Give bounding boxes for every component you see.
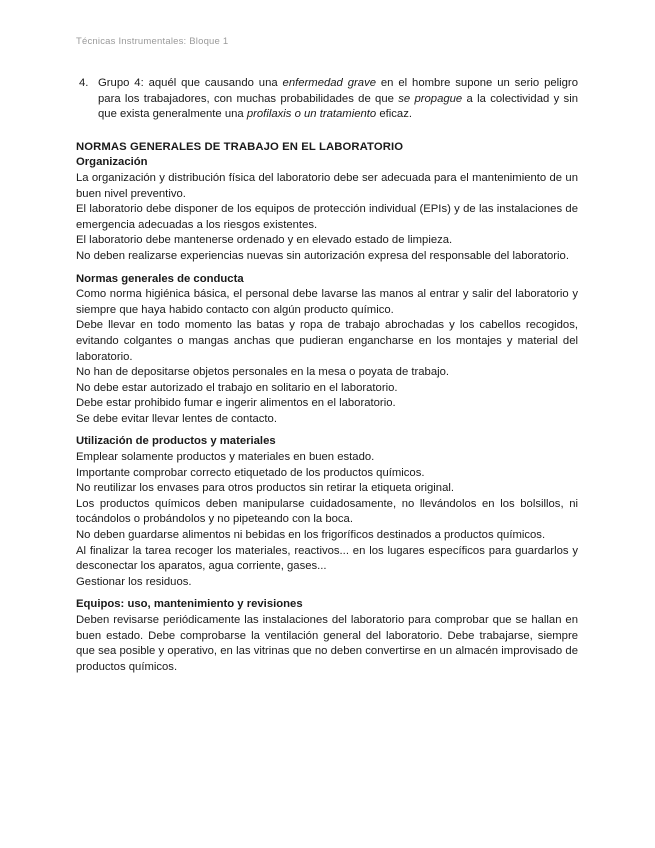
italic-term: se propague [398, 92, 463, 105]
paragraph: El laboratorio debe disponer de los equipos de protección individual (EPIs) y de las instalaciones de emergencia adecuadas a los riesgos existentes. [76, 203, 578, 231]
paragraph: No han de depositarse objetos personales en la mesa o poyata de trabajo. [76, 366, 450, 379]
text-run: Grupo 4: aquél que causando una [98, 77, 283, 89]
italic-term: profilaxis o un tratamiento [246, 108, 377, 121]
section-productos-materiales [76, 434, 578, 590]
section-equipos [76, 597, 578, 675]
section-title: Utilización de productos y materiales [76, 435, 276, 448]
paragraph: Debe estar prohibido fumar e ingerir alimentos en el laboratorio. [76, 397, 396, 410]
document-body [76, 76, 578, 675]
running-header: Técnicas Instrumentales: Bloque 1 [76, 36, 229, 47]
paragraph: Importante comprobar correcto etiquetado de los productos químicos. [76, 466, 425, 479]
paragraph: Los productos químicos deben manipularse cuidadosamente, no llevándolos en los bolsillos, ni tocándolos o probándolos y no pipeteando con la boca. [76, 497, 578, 526]
text-run: a la colectividad y sin que exista generalmente una [98, 92, 579, 121]
section-title: Equipos: uso, mantenimiento y revisiones [76, 598, 303, 611]
paragraph: La organización y distribución física del laboratorio debe ser adecuada para el mantenimiento de un buen nivel preventivo. [76, 171, 578, 200]
main-heading: NORMAS GENERALES DE TRABAJO EN EL LABORATORIO [76, 140, 404, 153]
section-title: Organización [76, 156, 148, 169]
paragraph: Como norma higiénica básica, el personal debe lavarse las manos al entrar y salir del laboratorio y siempre que haya habido contacto con algún producto químico. [76, 288, 578, 316]
section-normas-conducta [76, 272, 578, 428]
paragraph: Deben revisarse periódicamente las instalaciones del laboratorio para comprobar que se hallan en buen estado. Debe comprobarse la ventilación general del laboratorio. Debe trabajarse, siempre que sea posible y operativo, en las vitrinas que no deben convertirse en un almacén improvisado de productos químicos. [76, 614, 578, 673]
paragraph: Emplear solamente productos y materiales en buen estado. [76, 451, 375, 464]
paragraph: Gestionar los residuos. [76, 575, 192, 588]
section-title: Normas generales de conducta [76, 272, 244, 285]
paragraph: No reutilizar los envases para otros productos sin retirar la etiqueta original. [76, 482, 455, 495]
text-run: en el hombre supone un serio peligro para los trabajadores, con muchas probabilidades de que [98, 77, 578, 105]
list-item-text [98, 76, 578, 123]
paragraph: No debe estar autorizado el trabajo en solitario en el laboratorio. [76, 381, 398, 394]
italic-term: enfermedad grave [282, 77, 376, 89]
paragraph: Se debe evitar llevar lentes de contacto. [76, 412, 277, 425]
paragraph: No deben guardarse alimentos ni bebidas en los frigoríficos destinados a productos químicos. [76, 529, 546, 542]
section-organizacion [76, 155, 578, 264]
list-number: 4. [79, 77, 89, 89]
text-run: eficaz. [376, 108, 413, 121]
paragraph: Al finalizar la tarea recoger los materiales, reactivos... en los lugares específicos para guardarlos y desconectar los aparatos, agua corriente, gases... [76, 544, 578, 573]
list-item-group-4 [76, 76, 578, 123]
paragraph: Debe llevar en todo momento las batas y ropa de trabajo abrochadas y los cabellos recogidos, evitando colgantes o mangas anchas que pudieran engancharse en los montajes y material del laboratorio. [76, 319, 578, 363]
paragraph: No deben realizarse experiencias nuevas sin autorización expresa del responsable del laboratorio. [76, 249, 569, 262]
paragraph: El laboratorio debe mantenerse ordenado y en elevado estado de limpieza. [76, 234, 453, 247]
